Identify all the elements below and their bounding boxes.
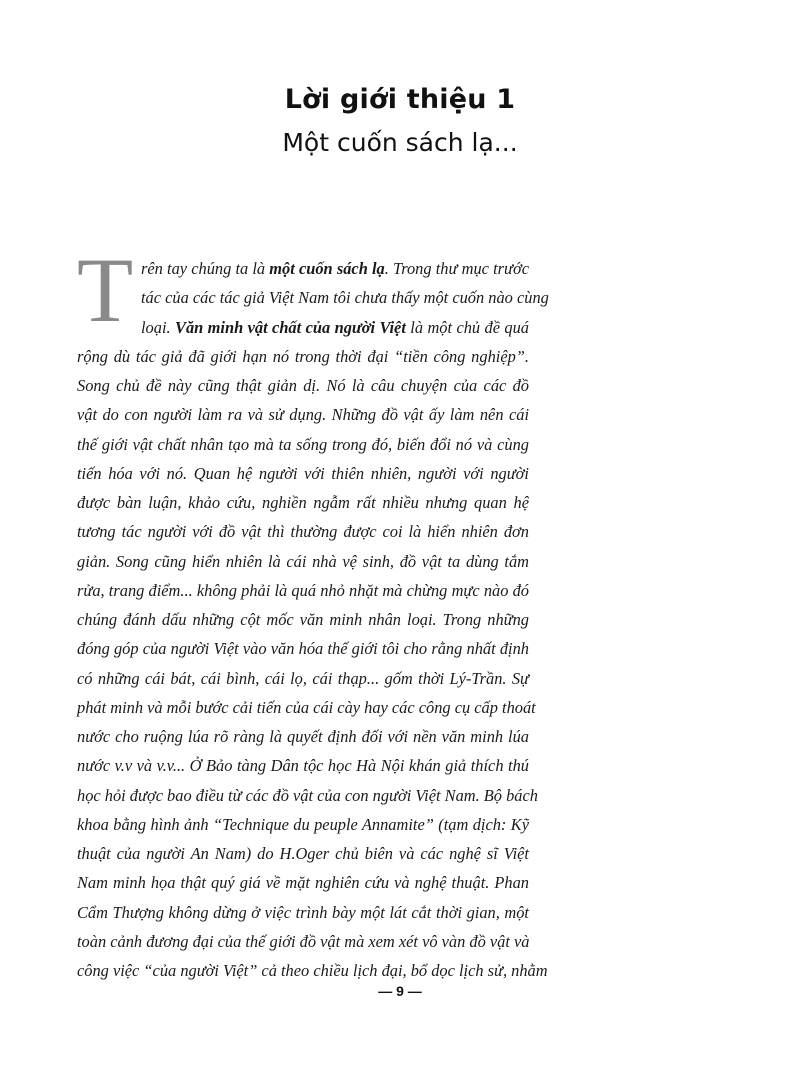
emphasis-text: Văn minh vật chất của người Việt [175,317,406,337]
text-segment: thuật của người An Nam) do H.Oger chủ biên và các nghệ sĩ Việt [77,844,529,863]
text-segment: thế giới vật chất nhân tạo mà ta sống trong đó, biến đổi nó và cùng [77,434,529,454]
text-line [77,313,529,342]
chapter-title: Lời giới thiệu 1 [284,84,516,115]
text-segment: được bàn luận, khảo cứu, nghiền ngẫm rất nhiều nhưng quan hệ [77,493,529,512]
text-line [77,693,536,722]
text-segment: khoa bằng hình ảnh “Technique du peuple Annamite” (tạm dịch: Kỹ [77,814,529,834]
text-segment: tương tác người với đồ vật thì thường được coi là hiển nhiên đơn [77,522,529,542]
text-segment: chúng đánh dấu những cột mốc văn minh nhân loại. Trong những [77,610,529,629]
text-line [77,810,529,839]
text-segment: công việc “của người Việt” cả theo chiều lịch đại, bổ dọc lịch sử, nhằm [77,961,548,980]
emphasis-text: một cuốn sách lạ [269,259,385,278]
text-segment: loại. [141,317,176,337]
text-line [77,488,529,517]
page-number: — 9 — [378,983,422,999]
text-segment: là một chủ đề quá [405,317,529,337]
text-line [77,868,529,897]
text-segment: toàn cảnh đương đại của thế giới đồ vật mà xem xét vô vàn đồ vật và [77,931,530,951]
text-segment: có những cái bát, cái bình, cái lọ, cái thạp... gốm thời Lý-Trần. Sự [77,668,529,688]
chapter-subtitle: Một cuốn sách lạ... [282,128,518,157]
text-segment: tiến hóa với nó. Quan hệ người với thiên nhiên, người với người [77,463,529,483]
text-line [77,605,529,634]
text-line [77,283,549,312]
text-segment: Song chủ đề này cũng thật giản dị. Nó là câu chuyện của các đồ [77,376,529,395]
text-line [77,371,529,400]
text-line [77,342,529,371]
body-paragraph [77,254,549,985]
text-segment: phát minh và mỗi bước cải tiến của cái cày hay các công cụ cấp thoát [77,697,536,717]
text-line [77,956,548,985]
text-segment: rên tay chúng ta là [141,259,270,278]
text-line [77,664,529,693]
text-segment: đóng góp của người Việt vào văn hóa thế giới tôi cho rằng nhất định [77,639,529,659]
text-segment: học hỏi được bao điều từ các đồ vật của con người Việt Nam. Bộ bách [77,785,538,805]
text-line [77,547,529,576]
text-segment: Cẩm Thượng không dừng ở việc trình bày một lát cắt thời gian, một [77,902,529,922]
text-line [77,927,529,956]
text-segment: rửa, trang điểm... không phải là quá nhỏ nhặt mà chừng mực nào đó [77,580,529,600]
text-segment: rộng dù tác giả đã giới hạn nó trong thời đại “tiền công nghiệp”. [77,346,529,366]
text-segment: nước v.v và v.v... Ở Bảo tàng Dân tộc học Hà Nội khán giả thích thú [77,756,529,776]
text-line [77,576,529,605]
text-line [77,430,529,459]
text-segment: nước cho ruộng lúa rõ ràng là quyết định đối với nền văn minh lúa [77,727,529,746]
text-line [77,781,538,810]
text-line [77,459,529,488]
text-segment: tác của các tác giả Việt Nam tôi chưa thấy một cuốn nào cùng [141,288,549,308]
drop-cap: T [77,239,134,341]
text-line [77,751,529,780]
text-line [77,898,529,927]
text-line [77,634,529,663]
text-segment: Nam minh họa thật quý giá về mặt nghiên cứu và nghệ thuật. Phan [77,873,529,893]
text-line [77,722,529,751]
text-segment: . Trong thư mục trước [384,259,529,278]
text-segment: vật do con người làm ra và sử dụng. Những đồ vật ấy làm nên cái [77,405,529,425]
text-line [77,517,529,546]
text-line [77,839,529,868]
text-segment: giản. Song cũng hiển nhiên là cái nhà vệ sinh, đồ vật ta dùng tắm [77,551,529,571]
text-line [77,400,529,429]
text-line [77,254,529,283]
